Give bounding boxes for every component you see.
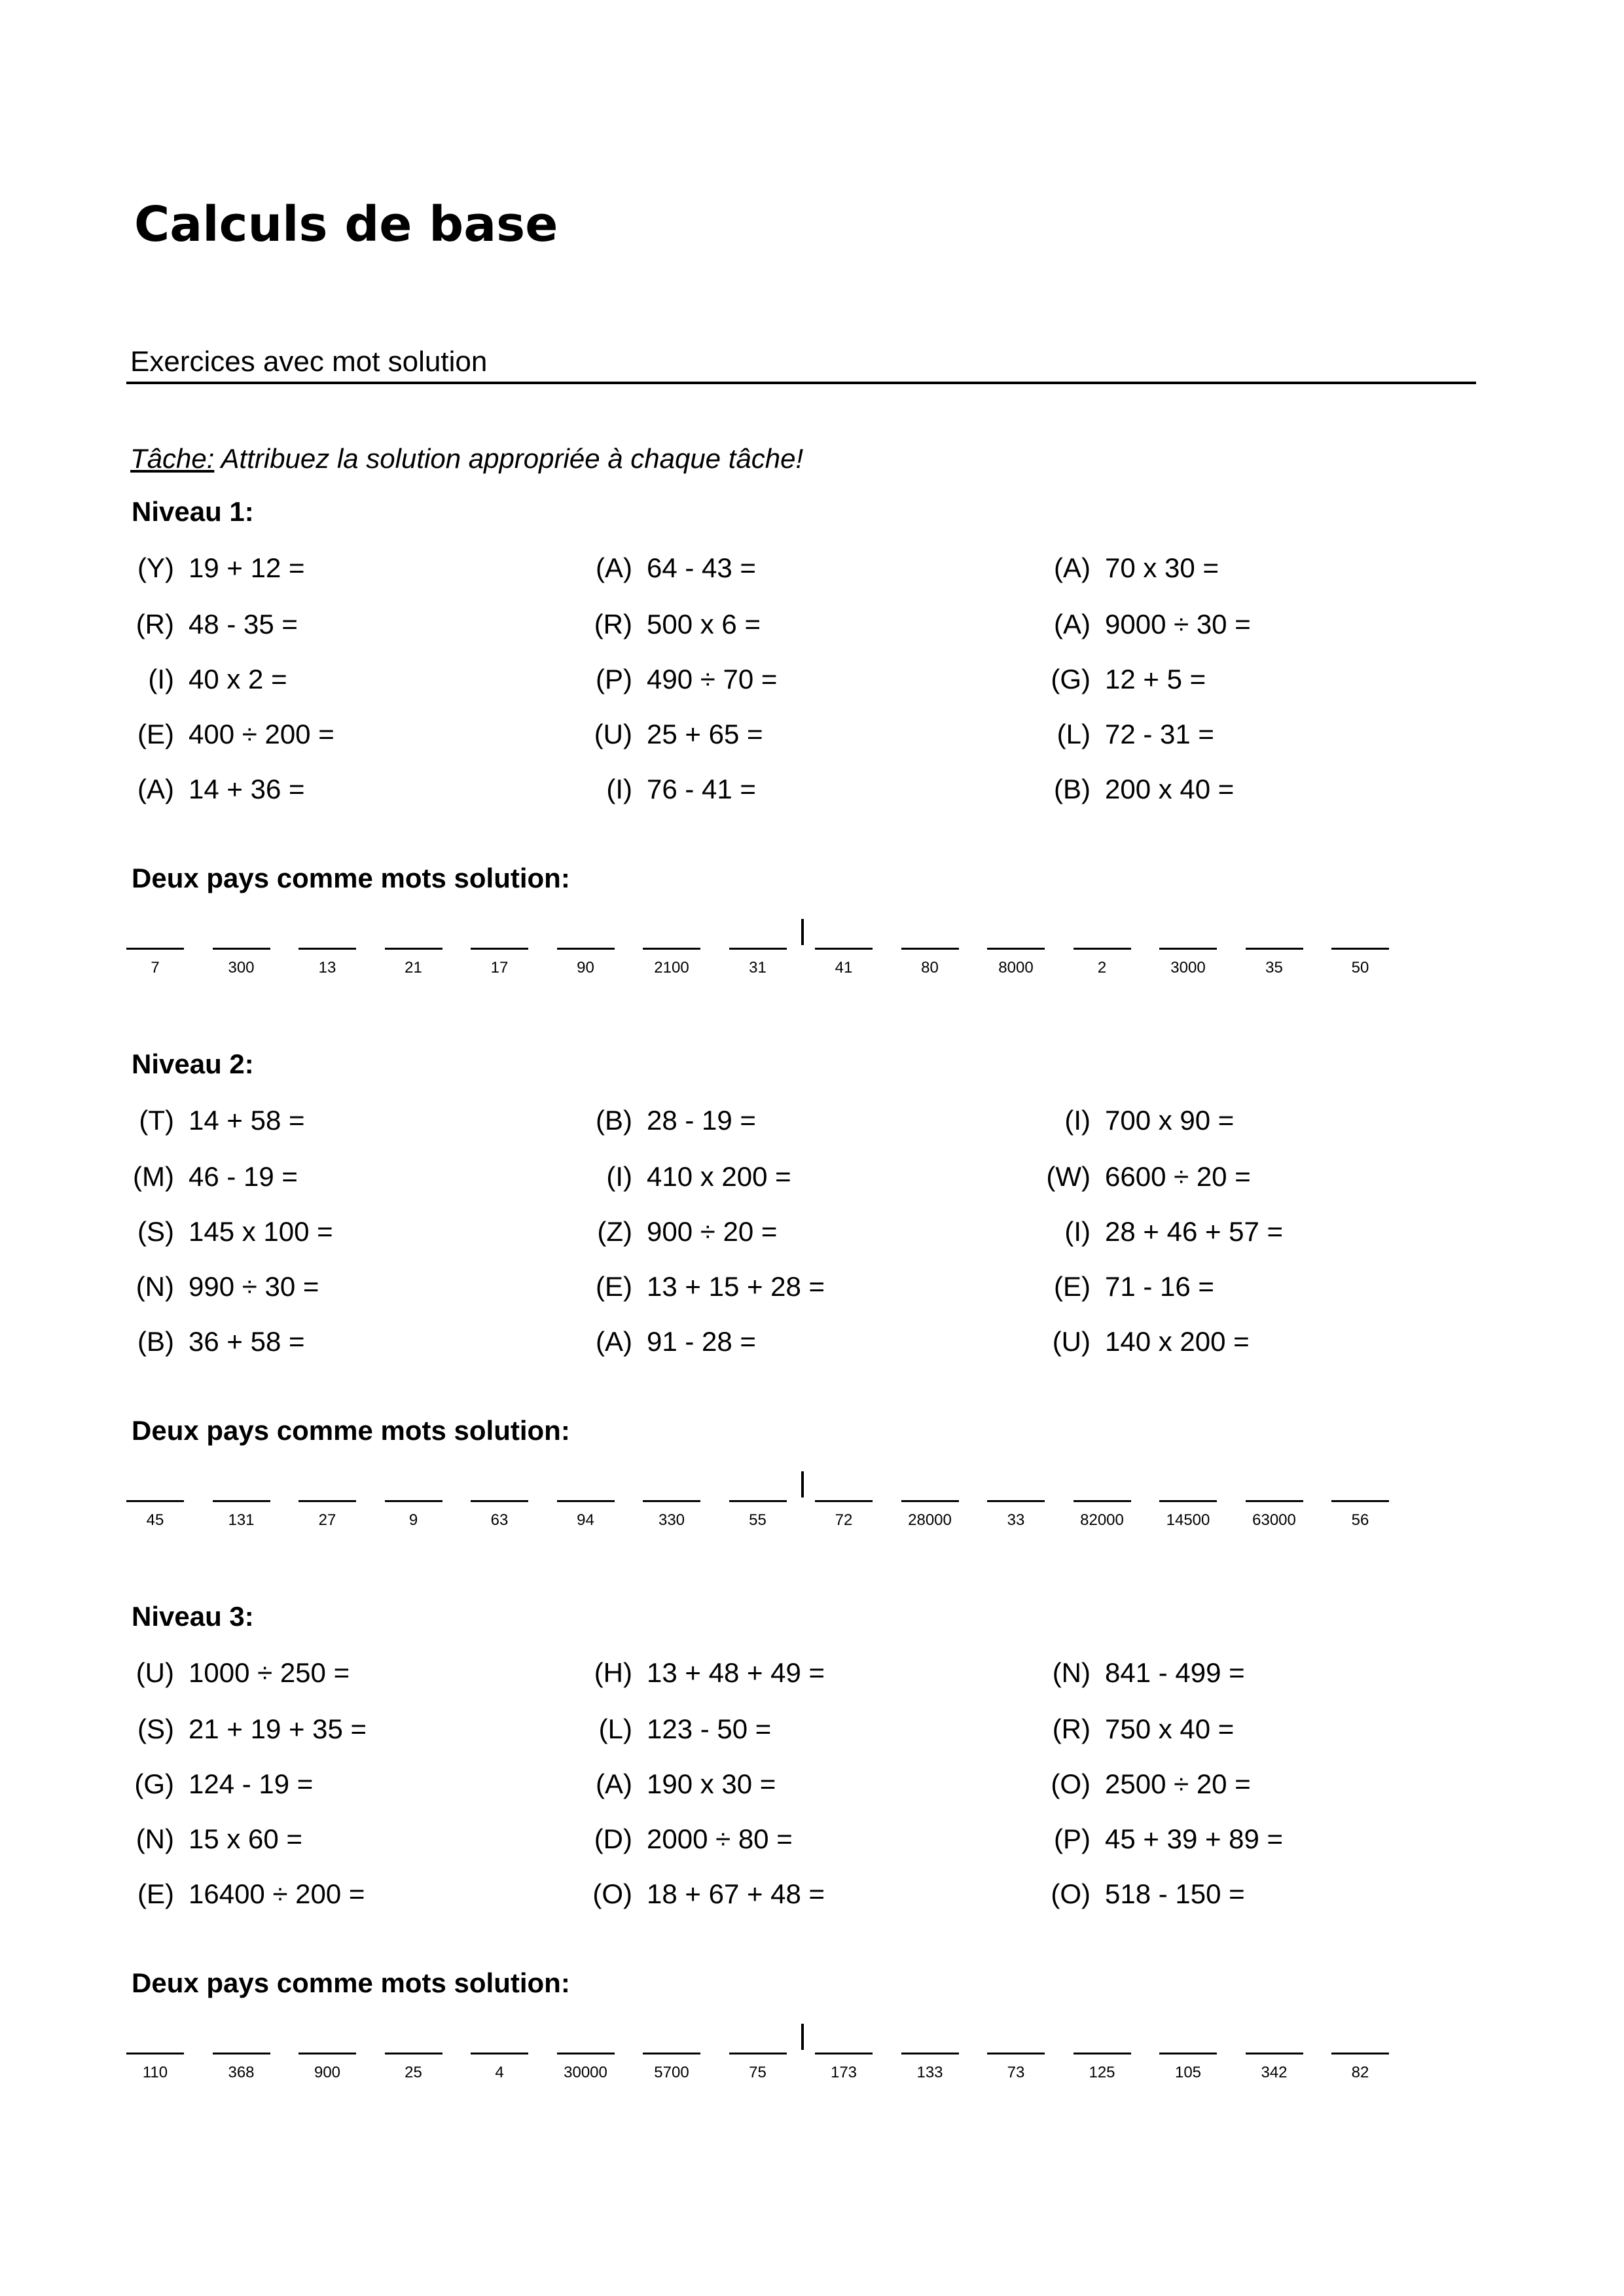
problem-letter: (A)	[596, 1326, 632, 1357]
problem-letter: (U)	[1052, 1326, 1091, 1357]
answer-blank[interactable]	[298, 1500, 356, 1502]
slot-number: 82000	[1080, 1511, 1124, 1529]
answer-slot[interactable]	[298, 2053, 356, 2082]
answer-slot[interactable]	[729, 948, 787, 977]
problem-expression: 900 ÷ 20 =	[647, 1216, 778, 1247]
answer-slot[interactable]	[126, 2053, 184, 2082]
answer-slot[interactable]	[987, 948, 1045, 977]
problem-expression: 64 - 43 =	[647, 552, 756, 583]
answer-blank[interactable]	[213, 948, 270, 950]
answer-blank[interactable]	[643, 948, 700, 950]
answer-slot[interactable]	[1074, 1500, 1131, 1530]
problem-letter: (A)	[137, 774, 174, 804]
math-problem	[1054, 1823, 1284, 1855]
problem-letter: (R)	[135, 609, 174, 639]
math-problem	[137, 1216, 333, 1247]
answer-blank[interactable]	[1159, 1500, 1217, 1502]
answer-slot[interactable]	[901, 948, 959, 977]
problem-expression: 28 + 46 + 57 =	[1105, 1216, 1284, 1247]
math-problem	[137, 774, 305, 805]
answer-blank[interactable]	[901, 2053, 959, 2054]
math-problem	[597, 1216, 778, 1247]
slot-number: 21	[405, 959, 422, 977]
math-problem	[596, 664, 778, 695]
math-problem	[135, 1657, 350, 1689]
level-title: Niveau 3:	[132, 1601, 254, 1632]
problem-letter: (O)	[592, 1878, 632, 1909]
problem-letter: (B)	[596, 1105, 632, 1136]
problem-expression: 1000 ÷ 250 =	[189, 1657, 350, 1688]
problem-expression: 45 + 39 + 89 =	[1105, 1823, 1284, 1854]
answer-slot[interactable]	[471, 2053, 528, 2082]
answer-slot[interactable]	[471, 1500, 528, 1530]
math-problem	[1052, 1326, 1250, 1357]
answer-slot[interactable]	[1331, 948, 1389, 977]
slot-number: 63000	[1252, 1511, 1296, 1529]
problem-letter: (L)	[598, 1713, 632, 1744]
slot-number: 27	[318, 1511, 336, 1529]
math-problem	[1051, 1878, 1245, 1910]
problem-letter: (U)	[594, 719, 632, 749]
problem-letter: (N)	[135, 1271, 174, 1302]
slot-number: 80	[921, 959, 939, 977]
slot-number: 173	[830, 2064, 857, 2081]
answer-blank[interactable]	[643, 1500, 700, 1502]
problem-expression: 91 - 28 =	[647, 1326, 756, 1357]
answer-blank[interactable]	[815, 2053, 873, 2054]
problem-letter: (P)	[596, 664, 632, 694]
answer-slot[interactable]	[815, 2053, 873, 2082]
answer-blank[interactable]	[1331, 2053, 1389, 2054]
problem-letter: (Z)	[597, 1216, 632, 1247]
problem-letter: (R)	[1052, 1713, 1091, 1744]
problem-expression: 990 ÷ 30 =	[189, 1271, 319, 1302]
math-problem	[594, 609, 761, 640]
answer-slot[interactable]	[1331, 2053, 1389, 2082]
problem-expression: 400 ÷ 200 =	[189, 719, 334, 749]
slot-number: 28000	[908, 1511, 952, 1529]
problem-expression: 2000 ÷ 80 =	[647, 1823, 793, 1854]
slot-number: 33	[1007, 1511, 1025, 1529]
problem-expression: 71 - 16 =	[1105, 1271, 1214, 1302]
answer-slot[interactable]	[1074, 948, 1131, 977]
problem-expression: 14 + 36 =	[189, 774, 305, 804]
math-problem	[596, 1105, 756, 1136]
slot-number: 75	[749, 2064, 767, 2081]
math-problem	[1064, 1105, 1235, 1136]
word-separator	[801, 1471, 804, 1498]
answer-slot[interactable]	[1246, 2053, 1303, 2082]
answer-blank[interactable]	[901, 948, 959, 950]
math-problem	[137, 1878, 365, 1910]
problem-expression: 36 + 58 =	[189, 1326, 305, 1357]
answer-blank[interactable]	[557, 2053, 615, 2054]
problem-expression: 21 + 19 + 35 =	[189, 1713, 367, 1744]
slot-number: 2100	[654, 959, 689, 977]
problem-letter: (U)	[135, 1657, 174, 1688]
problem-letter: (A)	[596, 1768, 632, 1799]
answer-blank[interactable]	[126, 2053, 184, 2054]
problem-expression: 700 x 90 =	[1105, 1105, 1235, 1136]
answer-slot[interactable]	[298, 1500, 356, 1530]
slot-number: 7	[151, 959, 160, 977]
slot-number: 5700	[654, 2064, 689, 2081]
problem-expression: 40 x 2 =	[189, 664, 287, 694]
problem-expression: 124 - 19 =	[189, 1768, 314, 1799]
problem-letter: (G)	[134, 1768, 174, 1799]
task-text: Attribuez la solution appropriée à chaque tâche!	[221, 443, 804, 474]
math-problem	[596, 1271, 825, 1302]
math-problem	[135, 1271, 319, 1302]
answer-slot[interactable]	[987, 1500, 1045, 1530]
problem-letter: (W)	[1046, 1161, 1091, 1192]
answer-blank[interactable]	[987, 1500, 1045, 1502]
problem-letter: (I)	[606, 774, 632, 804]
answer-blank[interactable]	[557, 948, 615, 950]
problem-expression: 12 + 5 =	[1105, 664, 1206, 694]
problem-expression: 46 - 19 =	[189, 1161, 298, 1192]
answer-slot[interactable]	[1159, 948, 1217, 977]
answer-blank[interactable]	[643, 2053, 700, 2054]
problem-expression: 13 + 48 + 49 =	[647, 1657, 825, 1688]
problem-letter: (O)	[1051, 1878, 1091, 1909]
math-problem	[1054, 609, 1251, 640]
problem-expression: 28 - 19 =	[647, 1105, 756, 1136]
problem-letter: (I)	[1064, 1105, 1091, 1136]
problem-expression: 76 - 41 =	[647, 774, 756, 804]
problem-letter: (I)	[148, 664, 174, 694]
slot-number: 30000	[564, 2064, 607, 2081]
answer-blank[interactable]	[385, 1500, 442, 1502]
page-title: Calculs de base	[134, 196, 558, 253]
problem-letter: (M)	[133, 1161, 174, 1192]
problem-expression: 200 x 40 =	[1105, 774, 1235, 804]
answer-blank[interactable]	[126, 1500, 184, 1502]
problem-expression: 72 - 31 =	[1105, 719, 1214, 749]
word-separator	[801, 2024, 804, 2050]
problem-letter: (I)	[606, 1161, 632, 1192]
problem-letter: (A)	[1054, 609, 1091, 639]
problem-letter: (G)	[1051, 664, 1091, 694]
answer-blank[interactable]	[1074, 948, 1131, 950]
answer-slot[interactable]	[1331, 1500, 1389, 1530]
slot-number: 9	[408, 1511, 418, 1529]
problem-letter: (A)	[596, 552, 632, 583]
answer-blank[interactable]	[213, 1500, 270, 1502]
slot-number: 35	[1265, 959, 1283, 977]
slot-number: 105	[1174, 2064, 1202, 2081]
answer-slot[interactable]	[643, 2053, 700, 2082]
problem-letter: (E)	[137, 719, 174, 749]
math-problem	[592, 1878, 825, 1910]
answer-slot[interactable]	[987, 2053, 1045, 2082]
slot-number: 300	[228, 959, 255, 977]
level-title: Niveau 1:	[132, 496, 254, 527]
answer-slot[interactable]	[643, 1500, 700, 1530]
answer-blank[interactable]	[901, 1500, 959, 1502]
slot-number: 82	[1351, 2064, 1369, 2081]
answer-blank[interactable]	[1074, 2053, 1131, 2054]
slot-number: 131	[228, 1511, 255, 1529]
math-problem	[1054, 774, 1235, 805]
answer-blank[interactable]	[815, 948, 873, 950]
answer-slot[interactable]	[385, 948, 442, 977]
slot-number: 900	[314, 2064, 341, 2081]
problem-expression: 123 - 50 =	[647, 1713, 772, 1744]
answer-slot[interactable]	[1159, 2053, 1217, 2082]
math-problem	[139, 1105, 305, 1136]
problem-letter: (B)	[137, 1326, 174, 1357]
answer-blank[interactable]	[987, 948, 1045, 950]
problem-expression: 70 x 30 =	[1105, 552, 1219, 583]
math-problem	[606, 1161, 791, 1193]
problem-letter: (E)	[1054, 1271, 1091, 1302]
answer-slot[interactable]	[815, 948, 873, 977]
problem-letter: (Y)	[137, 552, 174, 583]
problem-expression: 190 x 30 =	[647, 1768, 776, 1799]
problem-letter: (H)	[594, 1657, 632, 1688]
problem-letter: (S)	[137, 1216, 174, 1247]
slot-number: 4	[495, 2064, 504, 2081]
slot-number: 56	[1351, 1511, 1369, 1529]
math-problem	[1054, 1271, 1214, 1302]
problem-letter: (A)	[1054, 552, 1091, 583]
slot-number: 63	[490, 1511, 509, 1529]
problem-expression: 13 + 15 + 28 =	[647, 1271, 825, 1302]
problem-letter: (L)	[1056, 719, 1091, 749]
answer-blank[interactable]	[987, 2053, 1045, 2054]
answer-blank[interactable]	[298, 948, 356, 950]
slot-number: 90	[577, 959, 594, 977]
answer-blank[interactable]	[385, 948, 442, 950]
answer-slot[interactable]	[1246, 948, 1303, 977]
problem-expression: 410 x 200 =	[647, 1161, 791, 1192]
problem-letter: (N)	[135, 1823, 174, 1854]
problem-letter: (E)	[596, 1271, 632, 1302]
math-problem	[133, 1161, 298, 1193]
problem-expression: 25 + 65 =	[647, 719, 763, 749]
math-problem	[137, 1713, 367, 1745]
answer-slot[interactable]	[901, 1500, 959, 1530]
answer-blank[interactable]	[385, 2053, 442, 2054]
answer-blank[interactable]	[298, 2053, 356, 2054]
answer-slot[interactable]	[729, 2053, 787, 2082]
problem-letter: (P)	[1054, 1823, 1091, 1854]
problem-letter: (O)	[1051, 1768, 1091, 1799]
problem-letter: (D)	[594, 1823, 632, 1854]
math-problem	[594, 1823, 793, 1855]
math-problem	[606, 774, 756, 805]
slot-number: 72	[835, 1511, 853, 1529]
problem-expression: 841 - 499 =	[1105, 1657, 1245, 1688]
problem-expression: 2500 ÷ 20 =	[1105, 1768, 1251, 1799]
slot-number: 17	[490, 959, 509, 977]
slot-number: 125	[1089, 2064, 1115, 2081]
slot-number: 13	[318, 959, 336, 977]
slot-number: 8000	[998, 959, 1034, 977]
slot-number: 31	[749, 959, 767, 977]
problem-letter: (B)	[1054, 774, 1091, 804]
answer-title: Deux pays comme mots solution:	[132, 1415, 570, 1446]
math-problem	[1046, 1161, 1251, 1193]
slot-number: 342	[1261, 2064, 1288, 2081]
problem-expression: 750 x 40 =	[1105, 1713, 1235, 1744]
answer-blank[interactable]	[1159, 2053, 1217, 2054]
math-problem	[1052, 1657, 1245, 1689]
problem-expression: 14 + 58 =	[189, 1105, 305, 1136]
problem-expression: 48 - 35 =	[189, 609, 298, 639]
problem-letter: (S)	[137, 1713, 174, 1744]
math-problem	[594, 1657, 825, 1689]
problem-expression: 518 - 150 =	[1105, 1878, 1245, 1909]
problem-expression: 145 x 100 =	[189, 1216, 333, 1247]
answer-slot[interactable]	[298, 948, 356, 977]
answer-blank[interactable]	[126, 948, 184, 950]
problem-expression: 15 x 60 =	[189, 1823, 302, 1854]
problem-expression: 140 x 200 =	[1105, 1326, 1250, 1357]
answer-blank[interactable]	[815, 1500, 873, 1502]
math-problem	[596, 1768, 776, 1800]
math-problem	[1064, 1216, 1284, 1247]
slot-number: 45	[146, 1511, 164, 1529]
answer-blank[interactable]	[1246, 2053, 1303, 2054]
answer-slot[interactable]	[1074, 2053, 1131, 2082]
slot-number: 25	[405, 2064, 422, 2081]
slot-number: 14500	[1166, 1511, 1210, 1529]
problem-expression: 490 ÷ 70 =	[647, 664, 778, 694]
slot-number: 110	[142, 2064, 168, 2081]
answer-slot[interactable]	[213, 1500, 270, 1530]
problem-expression: 19 + 12 =	[189, 552, 305, 583]
answer-blank[interactable]	[471, 1500, 528, 1502]
slot-number: 55	[749, 1511, 767, 1529]
answer-blank[interactable]	[1331, 948, 1389, 950]
answer-blank[interactable]	[729, 2053, 787, 2054]
answer-blank[interactable]	[471, 948, 528, 950]
answer-slot[interactable]	[213, 948, 270, 977]
answer-slot[interactable]	[471, 948, 528, 977]
answer-slot[interactable]	[213, 2053, 270, 2082]
math-problem	[1056, 719, 1214, 750]
slot-number: 94	[577, 1511, 594, 1529]
problem-expression: 6600 ÷ 20 =	[1105, 1161, 1251, 1192]
answer-slot[interactable]	[385, 1500, 442, 1530]
answer-slot[interactable]	[557, 948, 615, 977]
answer-slot[interactable]	[729, 1500, 787, 1530]
math-problem	[135, 609, 298, 640]
problem-expression: 500 x 6 =	[647, 609, 761, 639]
math-problem	[137, 1326, 305, 1357]
math-problem	[148, 664, 287, 695]
problem-letter: (N)	[1052, 1657, 1091, 1688]
answer-blank[interactable]	[729, 1500, 787, 1502]
answer-slot[interactable]	[901, 2053, 959, 2082]
answer-slot[interactable]	[385, 2053, 442, 2082]
answer-slot[interactable]	[815, 1500, 873, 1530]
problem-expression: 18 + 67 + 48 =	[647, 1878, 825, 1909]
slot-number: 41	[835, 959, 853, 977]
problem-letter: (E)	[137, 1878, 174, 1909]
problem-letter: (T)	[139, 1105, 174, 1136]
answer-blank[interactable]	[213, 2053, 270, 2054]
slot-number: 2	[1097, 959, 1107, 977]
slot-number: 330	[658, 1511, 685, 1529]
slot-number: 50	[1351, 959, 1369, 977]
answer-slot[interactable]	[557, 1500, 615, 1530]
word-separator	[801, 919, 804, 945]
task-label: Tâche:	[130, 443, 215, 474]
problem-letter: (R)	[594, 609, 632, 639]
level-title: Niveau 2:	[132, 1049, 254, 1079]
math-problem	[137, 719, 334, 750]
math-problem	[596, 1326, 756, 1357]
slot-number: 73	[1007, 2064, 1025, 2081]
math-problem	[594, 719, 763, 750]
answer-blank[interactable]	[729, 948, 787, 950]
answer-slot[interactable]	[643, 948, 700, 977]
answer-title: Deux pays comme mots solution:	[132, 1967, 570, 1998]
worksheet-subtitle: Exercices avec mot solution	[130, 346, 488, 378]
problem-letter: (I)	[1064, 1216, 1091, 1247]
problem-expression: 9000 ÷ 30 =	[1105, 609, 1251, 639]
answer-blank[interactable]	[1159, 948, 1217, 950]
slot-number: 368	[228, 2064, 255, 2081]
slot-number: 3000	[1170, 959, 1206, 977]
answer-slot[interactable]	[1159, 1500, 1217, 1530]
answer-blank[interactable]	[1246, 948, 1303, 950]
answer-slot[interactable]	[557, 2053, 615, 2082]
answer-slot[interactable]	[126, 1500, 184, 1530]
answer-title: Deux pays comme mots solution:	[132, 863, 570, 893]
answer-blank[interactable]	[471, 2053, 528, 2054]
math-problem	[1051, 664, 1206, 695]
math-problem	[134, 1768, 314, 1800]
math-problem	[1051, 1768, 1251, 1800]
answer-slot[interactable]	[126, 948, 184, 977]
math-problem	[598, 1713, 772, 1745]
answer-blank[interactable]	[1331, 1500, 1389, 1502]
answer-blank[interactable]	[1074, 1500, 1131, 1502]
answer-blank[interactable]	[1246, 1500, 1303, 1502]
answer-blank[interactable]	[557, 1500, 615, 1502]
slot-number: 133	[916, 2064, 943, 2081]
problem-expression: 16400 ÷ 200 =	[189, 1878, 365, 1909]
answer-slot[interactable]	[1246, 1500, 1303, 1530]
math-problem	[135, 1823, 302, 1855]
math-problem	[1052, 1713, 1235, 1745]
